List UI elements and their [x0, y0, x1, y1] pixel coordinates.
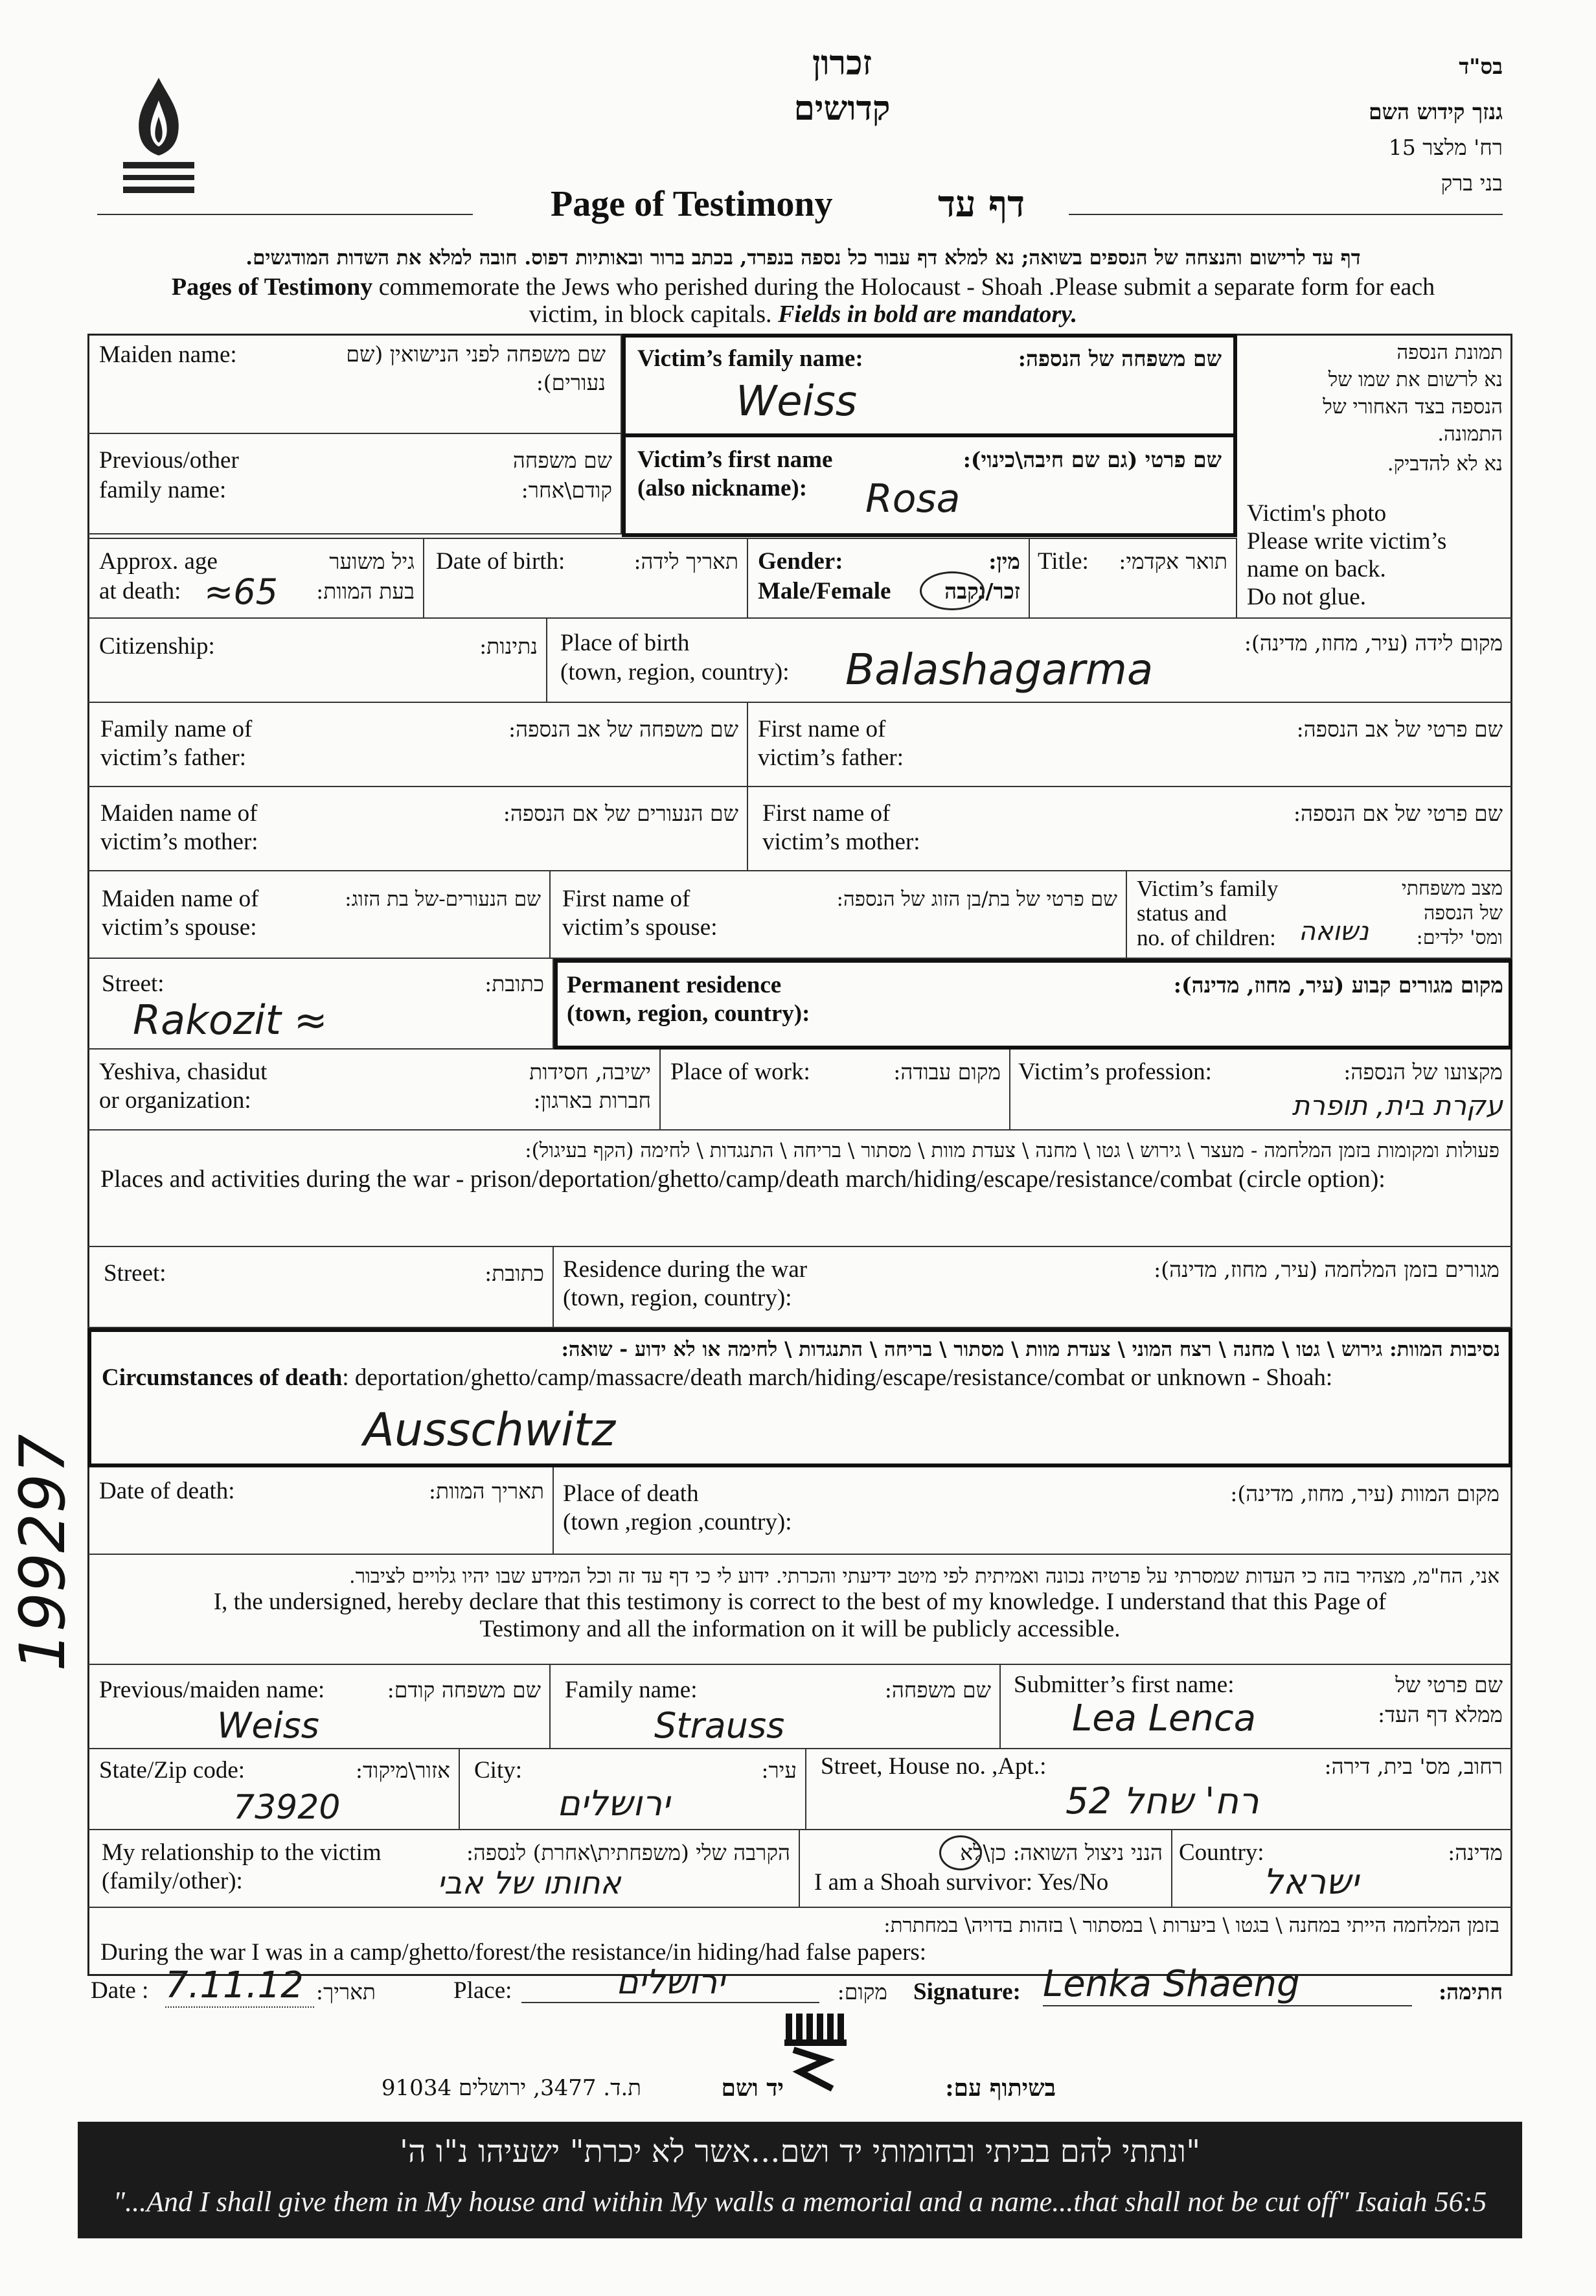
citizenship-cell[interactable]: Citizenship: נתינות:	[87, 619, 547, 703]
victim-first-name-box[interactable]: Victim’s first name (also nickname): שם פרטי (גם שם חיבה\כינוי): Rosa	[622, 433, 1237, 537]
yeshiva-cell[interactable]: Yeshiva, chasidut or organization: ישיבה, חסידות חברות בארגון:	[87, 1050, 661, 1131]
date-of-death-cell[interactable]: Date of death: תאריך המוות:	[87, 1467, 554, 1555]
footer-quote-band	[78, 2122, 1522, 2238]
country-value: ישראל	[1263, 1861, 1359, 1902]
victim-first-name-value: Rosa	[865, 476, 961, 522]
mother-first-name-cell[interactable]: First name of victim’s mother: שם פרטי של אם הנספה:	[748, 787, 1512, 871]
place-of-birth-cell[interactable]: Place of birth (town, region, country): מקום לידה (עיר, מחוז, מדינה): Balashagarma	[547, 619, 1512, 703]
signature-label-he: חתימה:	[1438, 1979, 1503, 2004]
header-address: רח' מלצר 15	[1388, 135, 1503, 160]
intro-en-line2: victim, in block capitals. Fields in bold are mandatory.	[529, 301, 1078, 328]
relationship-value: אחותו של אבי	[437, 1865, 621, 1901]
circumstances-of-death-box[interactable]: נסיבות המוות: גירוש \ גטו \ מחנה \ רצח המוני \ צעדת מוות \ מסתור \ בריחה \ התנגדות \ לחימה או לא ידוע - שואה: Circumstances of death: deportation/ghetto/camp/massacre/death march/hiding/escape/resistance/combat or unknown - Shoah: Ausschwitz	[87, 1328, 1512, 1467]
title-rule-right	[1069, 214, 1503, 215]
title-rule-left	[97, 214, 473, 215]
victim-family-name-value: Weiss	[736, 378, 858, 426]
survivor-yes-circle	[939, 1835, 982, 1870]
header-ginzach: גנזך קידוש השם	[1369, 99, 1503, 124]
victim-family-name-box[interactable]: Victim’s family name: שם משפחה של הנספה: Weiss	[622, 334, 1237, 437]
header-zikaron: זכרון	[812, 43, 872, 83]
father-first-name-cell[interactable]: First name of victim’s father: שם פרטי של אב הנספה:	[748, 703, 1512, 787]
father-family-name-cell[interactable]: Family name of victim’s father: שם משפחה של אב הנספה:	[87, 703, 748, 787]
profession-cell[interactable]: Victim’s profession: מקצועו של הנספה: עקרת בית, תופרת	[1010, 1050, 1512, 1131]
place-of-birth-value: Balashagarma	[845, 645, 1154, 695]
header-kedoshim: קדושים	[793, 89, 891, 128]
submitter-street-value: רח' שחל 52	[1066, 1780, 1259, 1822]
submitter-family-name-cell[interactable]: Family name: שם משפחה: Strauss	[551, 1665, 1001, 1749]
intro-he: דף עד לרישום והנצחה של הנספים בשואה; נא למלא דף עבור כל נספה בנפרד, בכתב ברור ובאותיות דפוס. חובה למלא את השדות המודגשים.	[245, 246, 1361, 270]
signature-label: Signature:	[913, 1979, 1021, 2005]
submitter-war-location-cell[interactable]: בזמן המלחמה הייתי במחנה \ בגטו \ ביערות \ במסתור \ בזהות בדויה\ במחתרת: During the war I was in a camp/ghetto/forest/the resistance/in hiding/had false papers:	[100, 1914, 1499, 1966]
zip-code-value: 73920	[233, 1788, 341, 1827]
place-value[interactable]: ירושלים	[521, 1963, 819, 2003]
footer-quote-he: "ונתתי להם בביתי ובחומותי יד ושם...אשר לא יכרת" ישעיהו נ"ו ה'	[399, 2133, 1201, 2170]
date-label-he: תאריך:	[315, 1979, 376, 2004]
circumstances-of-death-value: Ausschwitz	[363, 1403, 615, 1456]
intro-en-line1: Pages of Testimony commemorate the Jews who perished during the Holocaust - Shoah .Please submit a separate form for each	[171, 273, 1435, 301]
street-value: Rakozit ≈	[133, 996, 328, 1044]
date-field[interactable]: Date :	[91, 1977, 149, 2004]
submitter-previous-name-value: Weiss	[217, 1705, 319, 1746]
side-reference-number: 199297	[6, 1434, 79, 1671]
previous-family-name-cell[interactable]: Previous/other family name: שם משפחה קודם\אחר:	[87, 434, 622, 534]
submitter-first-name-cell[interactable]: Submitter’s first name: שם פרטי של ממלא דף העד: Lea Lenca	[1001, 1665, 1512, 1749]
gender-female-circle	[920, 571, 985, 610]
maiden-name-cell[interactable]: Maiden name: שם משפחה לפני הנישואין (שם נעורים):	[87, 334, 622, 434]
places-activities-cell[interactable]: פעולות ומקומות בזמן המלחמה - מעצר \ גירוש \ גטו \ מחנה \ צעדת מוות \ מסתור \ בריחה \ התנגדות \ לחימה (הקף בעיגול): Places and activities during the war - prison/deportation/ghetto/camp/death march/hiding/escape/resistance/combat (circle option):	[87, 1131, 1512, 1247]
place-label: Place:	[453, 1977, 512, 2004]
war-street-cell[interactable]: Street: כתובת:	[87, 1247, 554, 1328]
age-at-death-cell[interactable]: Approx. age at death: גיל משוער בעת המוות: ≈65	[87, 538, 424, 619]
yad-vashem-logo	[781, 2008, 852, 2093]
signature-value[interactable]: Lenka Shaeng	[1043, 1963, 1412, 2006]
profession-value: עקרת בית, תופרת	[1292, 1090, 1503, 1121]
war-residence-cell[interactable]: Residence during the war (town, region, country): מגורים בזמן המלחמה (עיר, מחוז, מדינה):	[554, 1247, 1512, 1328]
zip-code-cell[interactable]: State/Zip code: אזור\מיקוד: 73920	[87, 1749, 460, 1830]
title-en: Page of Testimony	[551, 184, 833, 224]
date-of-birth-cell[interactable]: Date of birth: תאריך לידה:	[424, 538, 748, 619]
city-cell[interactable]: City: עיר: ירושלים	[460, 1749, 806, 1830]
submitter-first-name-value: Lea Lenca	[1072, 1697, 1257, 1739]
family-status-value: נשואה	[1299, 917, 1369, 947]
place-label-he: מקום:	[837, 1979, 887, 2004]
submitter-family-name-value: Strauss	[654, 1705, 785, 1746]
yad-vashem-address: ת.ד. 3477, ירושלים 91034	[381, 2075, 641, 2101]
declaration-cell: אני, הח"מ, מצהיר בזה כי העדות שמסרתי על פרטיה נכונה ואמיתית לפי מיטב ידיעתי והכרתי. ידוע לי כי דף עד זה וכל המידע שבו יהיו גלויים לציבור. I, the undersigned, hereby declare that this testimony is correct to the best of my knowledge. I understand that this Page of Testimony and all the information on it will be publicly accessible.	[87, 1555, 1512, 1665]
shoah-survivor-cell[interactable]: הנני ניצול השואה: כן\לא I am a Shoah survivor: Yes/No	[800, 1830, 1172, 1908]
header-city: בני ברק	[1441, 170, 1503, 196]
footer-quote-en: "...And I shall give them in My house and within My walls a memorial and a name...that shall not be cut off" Isaiah 56:5	[113, 2186, 1487, 2218]
street-cell[interactable]: Street: כתובת: Rakozit ≈	[87, 959, 554, 1050]
country-cell[interactable]: Country: מדינה: ישראל	[1172, 1830, 1512, 1908]
submitter-street-cell[interactable]: Street, House no. ,Apt.: רחוב, מס' בית, דירה: רח' שחל 52	[806, 1749, 1512, 1830]
relationship-cell[interactable]: My relationship to the victim (family/other): הקרבה שלי (משפחתית\אחרת) לנספה: אחותו של אבי	[87, 1830, 800, 1908]
title-cell[interactable]: Title: תואר אקדמי:	[1030, 538, 1237, 619]
date-value: 7.11.12	[165, 1964, 314, 2008]
header-bsd: בס"ד	[1459, 54, 1503, 79]
submitter-previous-name-cell[interactable]: Previous/maiden name: שם משפחה קודם: Weiss	[87, 1665, 551, 1749]
family-status-cell[interactable]: Victim’s family status and no. of children: מצב משפחתי של הנספה ומס' ילדים: נשואה	[1127, 871, 1512, 959]
ginzach-flame-logo	[110, 71, 207, 207]
mother-maiden-name-cell[interactable]: Maiden name of victim’s mother: שם הנעורים של אם הנספה:	[87, 787, 748, 871]
yad-vashem-name: יד ושם	[721, 2074, 784, 2102]
spouse-maiden-name-cell[interactable]: Maiden name of victim’s spouse: שם הנעורים-של בת הזוג:	[87, 871, 551, 959]
permanent-residence-box[interactable]: Permanent residence (town, region, country): מקום מגורים קבוע (עיר, מחוז, מדינה):	[554, 959, 1512, 1050]
city-value: ירושלים	[557, 1783, 670, 1824]
place-of-death-cell[interactable]: Place of death (town ,region ,country): מקום המוות (עיר, מחוז, מדינה):	[554, 1467, 1512, 1555]
partner-label: בשיתוף עם:	[945, 2074, 1056, 2102]
gender-cell[interactable]: Gender: Male/Female מין: זכר/נקבה	[748, 538, 1030, 619]
spouse-first-name-cell[interactable]: First name of victim’s spouse: שם פרטי של בת/בן הזוג של הנספה:	[551, 871, 1127, 959]
victim-photo-area[interactable]: תמונת הנספה נא לרשום את שמו של הנספה בצד האחורי של התמונה. נא לא להדביק. Victim's photo Please write victim’s name on back. Do not glue.	[1237, 334, 1512, 619]
title-he: דף עד	[937, 183, 1025, 225]
place-of-work-cell[interactable]: Place of work: מקום עבודה:	[661, 1050, 1010, 1131]
age-value: ≈65	[204, 571, 278, 612]
